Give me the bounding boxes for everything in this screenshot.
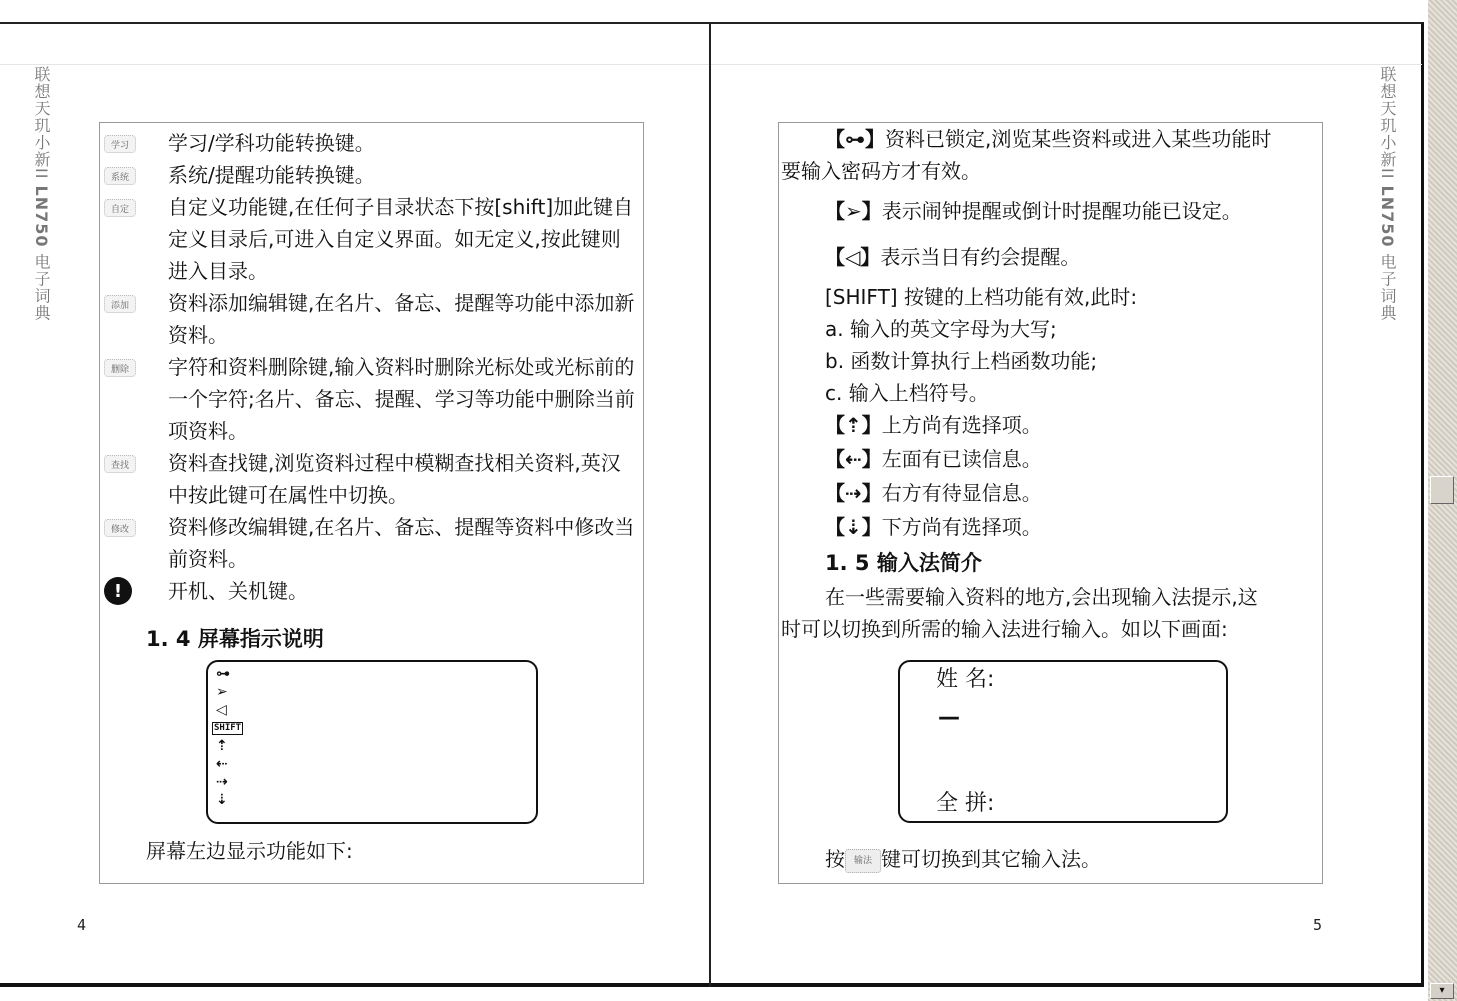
header-rule — [0, 64, 1422, 65]
screen-name-label: 姓 名: — [936, 667, 995, 692]
down-arrow-icon: 【⇣】 — [825, 515, 882, 539]
lock-desc-line2: 要输入密码方才有效。 — [781, 159, 981, 183]
key-desc: 资料修改编辑键,在名片、备忘、提醒等资料中修改当前资料。 — [168, 515, 635, 571]
left-desc: 【⇠】左面有已读信息。 — [825, 443, 1042, 475]
page-divider — [709, 22, 711, 987]
lock-icon: ⊶ — [216, 666, 230, 682]
system-key-icon: 系统 — [104, 167, 136, 185]
input-para-line2: 时可以切换到所需的输入法进行输入。如以下画面: — [781, 617, 1228, 641]
key-desc: 资料添加编辑键,在名片、备忘、提醒等功能中添加新资料。 — [168, 291, 635, 347]
shift-item-c: c. 输入上档符号。 — [825, 381, 989, 405]
shift-indicator: SHIFT — [214, 723, 242, 733]
lock-desc-line1: 【⊶】资料已锁定,浏览某些资料或进入某些功能时 — [825, 123, 1271, 155]
key-desc: 开机、关机键。 — [168, 579, 308, 603]
speaker-desc: 【◁】表示当日有约会提醒。 — [825, 241, 1080, 273]
custom-key-icon: 自定 — [104, 199, 136, 217]
left-arrow-icon: 【⇠】 — [825, 447, 882, 471]
study-key-icon: 学习 — [104, 135, 136, 153]
right-arrow-icon: 【⇢】 — [825, 481, 882, 505]
input-screen-diagram — [898, 660, 1228, 823]
right-desc: 【⇢】右方有待显信息。 — [825, 477, 1042, 509]
bell-icon: ➢ — [216, 684, 228, 700]
input-para-line1: 在一些需要输入资料的地方,会出现输入法提示,这 — [825, 585, 1258, 609]
key-desc: 自定义功能键,在任何子目录状态下按[shift]加此键自定义目录后,可进入自定义界面。如无定义,按此键则进入目录。 — [168, 195, 634, 283]
screen-caption: 屏幕左边显示功能如下: — [146, 839, 353, 863]
left-content-box — [99, 122, 644, 884]
screen-indicator-diagram — [206, 660, 538, 824]
screen-cursor: — — [938, 705, 960, 730]
shift-desc: [SHIFT] 按键的上档功能有效,此时: — [825, 285, 1138, 309]
down-desc: 【⇣】下方尚有选择项。 — [825, 511, 1042, 543]
shift-item-b: b. 函数计算执行上档函数功能; — [825, 349, 1098, 373]
right-running-head: 联想天玑小新II LN750 电子词典 — [1378, 66, 1397, 322]
power-icon: ! — [104, 577, 132, 605]
edit-key-icon: 修改 — [104, 519, 136, 537]
vertical-scrollbar[interactable] — [1428, 0, 1457, 1001]
section-heading-1-4: 1. 4 屏幕指示说明 — [146, 627, 324, 651]
up-arrow-icon: 【⇡】 — [825, 413, 882, 437]
add-key-icon: 添加 — [104, 295, 136, 313]
switch-input-note: 按 输法 键可切换到其它输入法。 — [825, 847, 1101, 871]
key-desc: 资料查找键,浏览资料过程中模糊查找相关资料,英汉中按此键可在属性中切换。 — [168, 451, 621, 507]
key-desc: 系统/提醒功能转换键。 — [168, 163, 375, 187]
screen-input-mode: 全 拼: — [936, 791, 995, 816]
speaker-icon: ◁ — [216, 702, 227, 718]
bell-desc: 【➢】表示闹钟提醒或倒计时提醒功能已设定。 — [825, 195, 1242, 227]
scrollbar-thumb[interactable] — [1430, 476, 1454, 504]
left-arrow-icon: ⇠ — [216, 756, 228, 772]
bell-icon: 【➢】 — [825, 199, 882, 223]
scroll-down-arrow-icon[interactable]: ▾ — [1430, 983, 1454, 999]
left-running-head: 联想天玑小新II LN750 电子词典 — [32, 66, 51, 322]
section-heading-1-5: 1. 5 输入法简介 — [825, 551, 982, 575]
page-number-right: 5 — [1313, 916, 1323, 934]
key-desc: 字符和资料删除键,输入资料时删除光标处或光标前的一个字符;名片、备忘、提醒、学习等功能中删除当前项资料。 — [168, 355, 635, 443]
lock-icon: 【⊶】 — [825, 127, 885, 151]
right-arrow-icon: ⇢ — [216, 774, 228, 790]
key-desc: 学习/学科功能转换键。 — [168, 131, 375, 155]
up-desc: 【⇡】上方尚有选择项。 — [825, 409, 1042, 441]
shift-item-a: a. 输入的英文字母为大写; — [825, 317, 1057, 341]
input-method-key-icon: 输法 — [845, 849, 881, 873]
speaker-icon: 【◁】 — [825, 245, 881, 269]
down-arrow-icon: ⇣ — [216, 792, 228, 808]
search-key-icon: 查找 — [104, 455, 136, 473]
right-content-box — [778, 122, 1323, 884]
page-number-left: 4 — [77, 916, 87, 934]
up-arrow-icon: ⇡ — [216, 738, 228, 754]
delete-key-icon: 删除 — [104, 359, 136, 377]
